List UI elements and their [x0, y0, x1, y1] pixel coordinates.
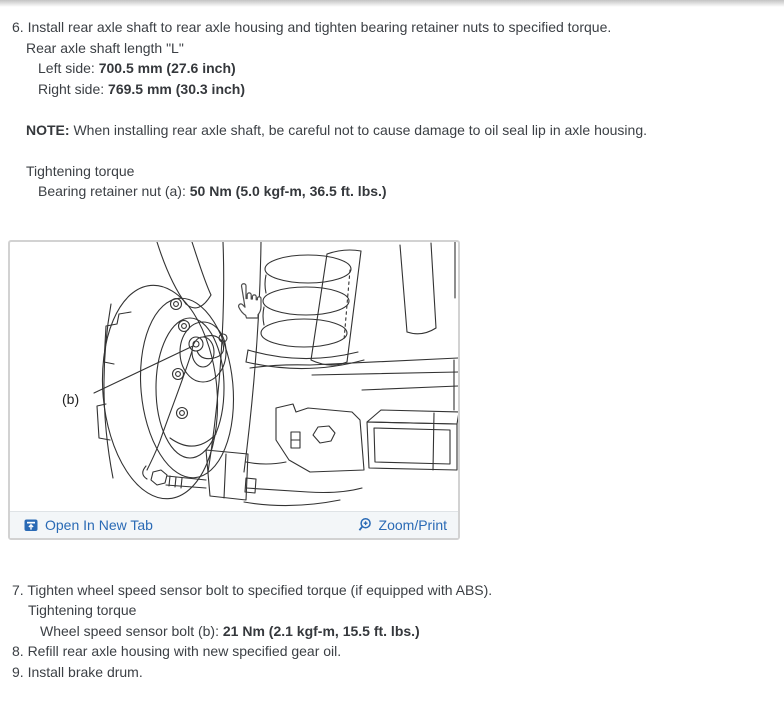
zoom-print-icon [357, 517, 373, 533]
right-side-label: Right side: [38, 80, 105, 97]
spring-seat-bracket [276, 404, 364, 472]
open-in-new-tab-icon [23, 517, 39, 533]
flange-arc [170, 434, 216, 446]
shock-absorber [151, 242, 261, 500]
step-9-text: 9. Install brake drum. [12, 663, 143, 680]
open-in-new-tab-link[interactable] [23, 517, 153, 533]
right-side-value: 769.5 mm (30.3 inch) [108, 80, 245, 97]
crossmember-box [367, 410, 458, 470]
axle-diagram-image[interactable] [10, 242, 458, 511]
axle-housing [250, 358, 458, 390]
step-7-text: 7. Tighten wheel speed sensor bolt to specified torque (if equipped with ABS). [12, 581, 493, 598]
frame-member [311, 242, 455, 410]
note-line [0, 120, 784, 141]
step-7-torque-title: Tightening torque [28, 602, 137, 618]
zoom-print-link[interactable] [357, 517, 447, 533]
figure-box [8, 240, 460, 540]
torque-label: Bearing retainer nut (a): [38, 183, 186, 199]
backing-plate-step [97, 404, 110, 440]
left-side-value: 700.5 mm (27.6 inch) [98, 60, 236, 76]
step-6-left-side [0, 58, 784, 79]
steps-7-9 [0, 580, 784, 683]
part-b-label: (b) [62, 390, 80, 407]
torque-label: Wheel speed sensor bolt (b): [40, 622, 219, 639]
figure-footer [10, 511, 458, 538]
step-7-torque-line [0, 621, 784, 642]
part-b-leader-line [94, 346, 193, 393]
zoom-print-label: Zoom/Print [378, 516, 447, 533]
wheel-studs [171, 298, 228, 418]
step-6-text: 6. Install rear axle shaft to rear axle housing and tighten bearing retainer nuts to specified torque. [12, 19, 612, 35]
note-text: When installing rear axle shaft, be careful not to cause damage to oil seal lip in axle housing. [73, 122, 648, 138]
step-6-right-side [0, 79, 784, 100]
note-label: NOTE: [26, 122, 70, 138]
open-in-new-tab-label: Open In New Tab [45, 516, 153, 533]
frame-edge [192, 242, 211, 295]
top-toolbar-shadow [0, 0, 784, 7]
hand-cursor-icon [239, 283, 261, 317]
step-8-text: 8. Refill rear axle housing with new specified gear oil. [12, 643, 342, 659]
frame-edge [186, 295, 211, 308]
step-6-torque-title: Tightening torque [26, 162, 135, 179]
document-body [0, 7, 784, 682]
left-side-label: Left side: [38, 60, 95, 76]
torque-value: 50 Nm (5.0 kgf-m, 36.5 ft. lbs.) [189, 183, 387, 199]
torque-value: 21 Nm (2.1 kgf-m, 15.5 ft. lbs.) [222, 622, 420, 639]
drum-face-rim [133, 294, 240, 481]
step-6-spec-title: Rear axle shaft length "L" [26, 39, 184, 56]
step-6-torque-line [0, 181, 784, 202]
frame-edge [157, 242, 186, 304]
drum-face-inner [156, 318, 224, 458]
